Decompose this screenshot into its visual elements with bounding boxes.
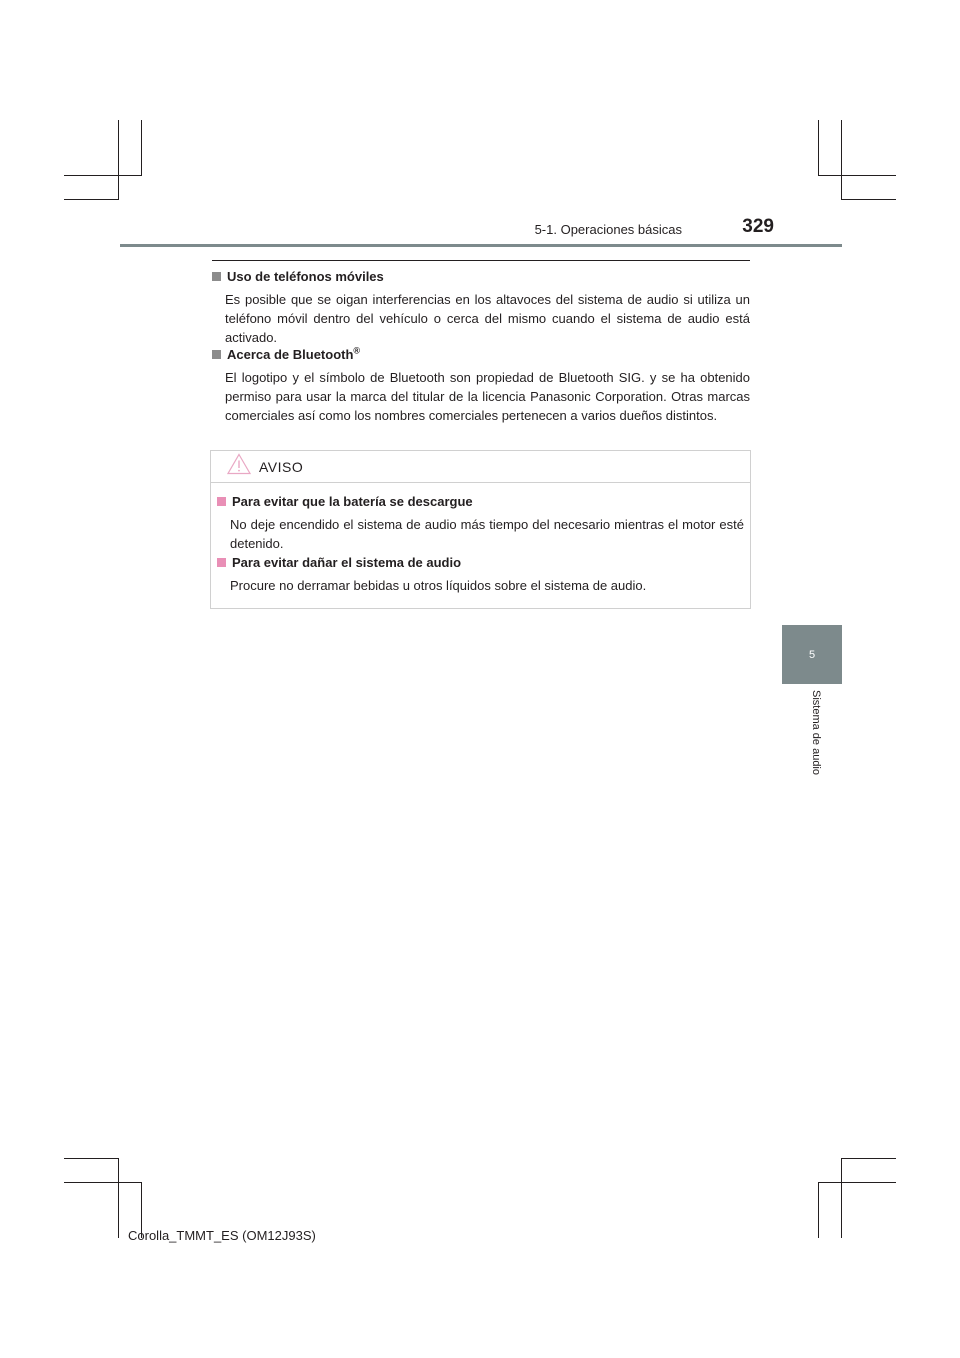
entry-mobile-phones: [212, 269, 750, 347]
crop-mark: [64, 175, 142, 176]
aviso-header: [211, 451, 750, 483]
aviso-entry-title: Para evitar que la batería se descargue: [232, 494, 473, 509]
crop-mark: [841, 1158, 896, 1159]
entry-title: Uso de teléfonos móviles: [227, 269, 384, 284]
aviso-entry-damage: [217, 555, 744, 595]
chapter-tab: [782, 625, 842, 684]
content-rule: [212, 260, 750, 261]
crop-mark: [841, 120, 842, 200]
aviso-entry-title: Para evitar dañar el sistema de audio: [232, 555, 462, 570]
entry-body: El logotipo y el símbolo de Bluetooth son propiedad de Bluetooth SIG. y se ha obtenido permiso para usar la marca del titular de la licencia Panasonic Corporation. Otras marcas comerciales así como los nombres comerciales pertenecen a varios dueños distintos.: [225, 370, 750, 423]
section-title: 5-1. Operaciones básicas: [534, 222, 682, 237]
aviso-entry-body: No deje encendido el sistema de audio más tiempo del necesario mientras el motor esté detenido.: [230, 517, 744, 551]
crop-mark: [118, 1158, 119, 1238]
crop-mark: [818, 1182, 819, 1238]
crop-mark: [118, 120, 119, 200]
crop-mark: [818, 120, 819, 176]
crop-mark: [818, 1182, 896, 1183]
square-bullet-icon: [217, 558, 226, 567]
entry-bluetooth: [212, 347, 750, 425]
warning-triangle-icon: [227, 453, 251, 480]
aviso-entry-battery: [217, 494, 744, 553]
crop-mark: [64, 1158, 119, 1159]
crop-mark: [841, 199, 896, 200]
aviso-entry-body: Procure no derramar bebidas u otros líquidos sobre el sistema de audio.: [230, 578, 647, 593]
square-bullet-icon: [212, 350, 221, 359]
square-bullet-icon: [217, 497, 226, 506]
chapter-label: [812, 690, 826, 800]
crop-mark: [818, 175, 896, 176]
entry-body: Es posible que se oigan interferencias en los altavoces del sistema de audio si utiliza un teléfono móvil dentro del vehículo o cerca del mismo cuando el sistema de audio está activado.: [225, 292, 750, 345]
chapter-title: Sistema de audio: [810, 690, 822, 775]
crop-mark: [64, 199, 119, 200]
aviso-title: AVISO: [259, 458, 304, 475]
crop-mark: [841, 1158, 842, 1238]
crop-mark: [64, 1182, 142, 1183]
document-code: Corolla_TMMT_ES (OM12J93S): [128, 1228, 316, 1243]
header-rule: [120, 244, 842, 247]
crop-mark: [141, 120, 142, 176]
registered-mark: ®: [353, 345, 361, 356]
chapter-number: 5: [808, 648, 816, 661]
square-bullet-icon: [212, 272, 221, 281]
page-number: 329: [742, 216, 774, 237]
aviso-box: [210, 450, 751, 609]
entry-title: Acerca de Bluetooth®: [227, 345, 361, 362]
